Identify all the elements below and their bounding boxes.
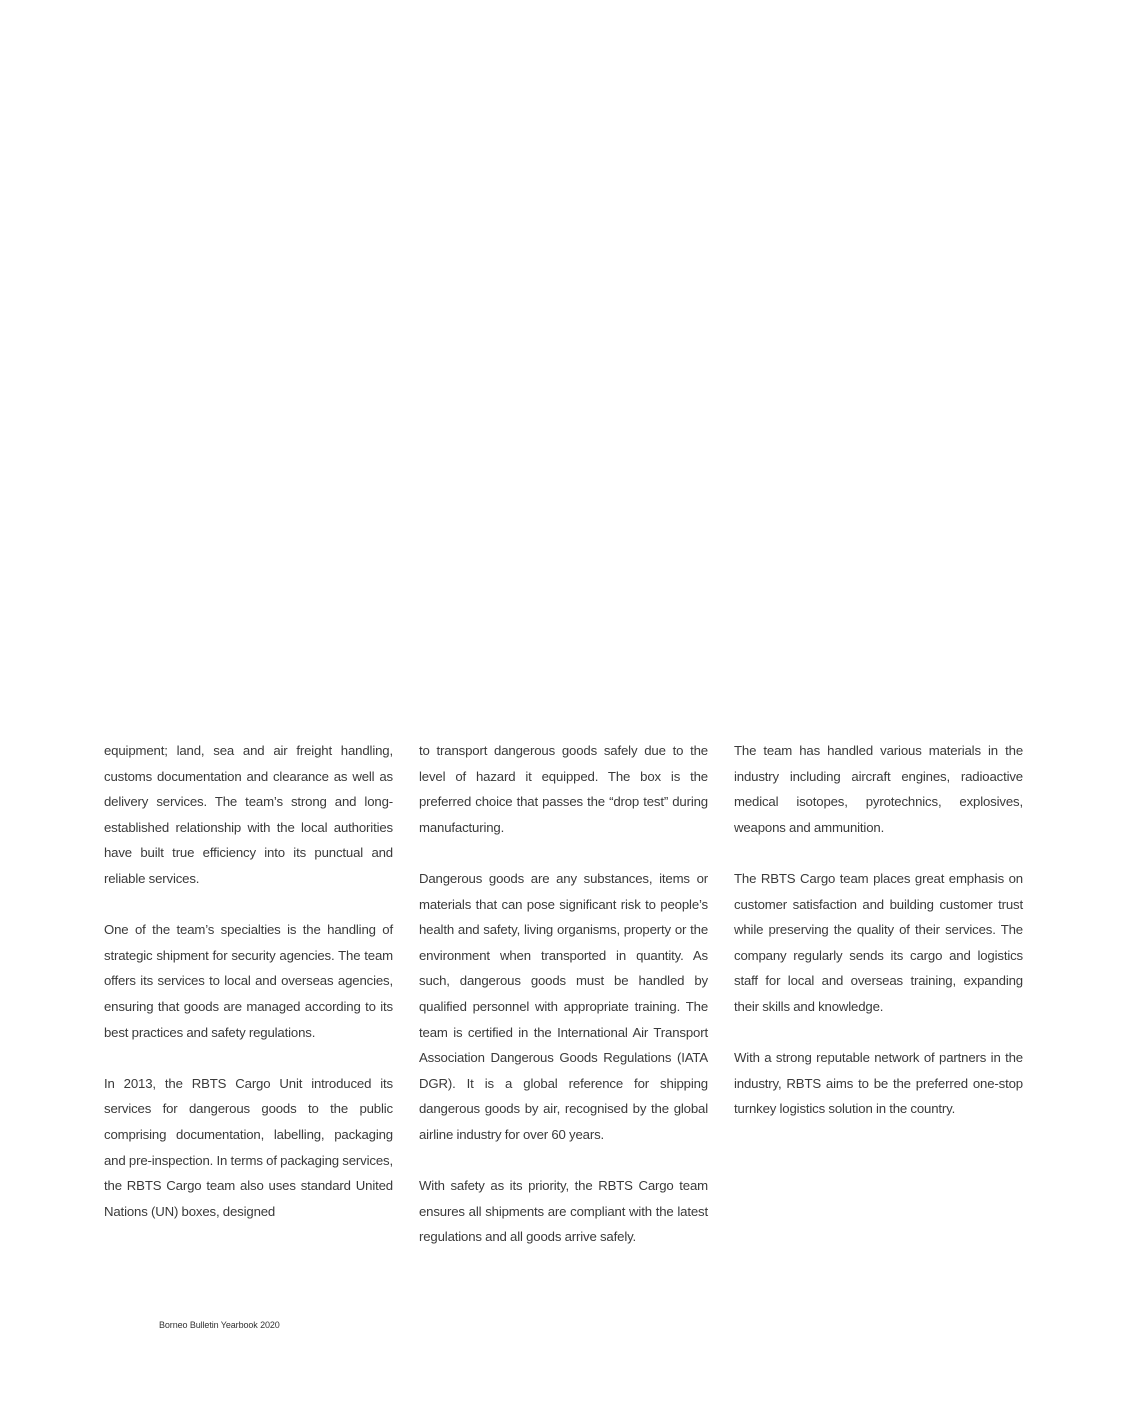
paragraph: to transport dangerous goods safely due to the level of hazard it equipped. The box is the preferred choice that passes the “drop test” during manufacturing.	[419, 743, 708, 835]
paragraph: The team has handled various materials in the industry including aircraft engines, radioactive medical isotopes, pyrotechnics, explosives, weapons and ammunition.	[734, 743, 1023, 835]
paragraph: With safety as its priority, the RBTS Cargo team ensures all shipments are compliant with the latest regulations and all goods arrive safely.	[419, 1178, 708, 1245]
article-column-1	[104, 738, 393, 1250]
article-column-2	[419, 738, 708, 1275]
paragraph: The RBTS Cargo team places great emphasis on customer satisfaction and building customer trust while preserving the quality of their services. The company regularly sends its cargo and logistics staff for local and overseas training, expanding their skills and knowledge.	[734, 870, 1023, 1014]
paragraph: Dangerous goods are any substances, items or materials that can pose significant risk to people’s health and safety, living organisms, property or the environment when transported in quantity. As such, dangerous goods must be handled by qualified personnel with appropriate training. The team is certified in the International Air Transport Association Dangerous Goods Regulations (IATA DGR). It is a global reference for shipping dangerous goods by air, recognised by the global airline industry for over 60 years.	[419, 870, 708, 1142]
paragraph: equipment; land, sea and air freight handling, customs documentation and clearance as well as delivery services. The team’s strong and long-established relationship with the local authorities have built true efficiency into its punctual and reliable services.	[104, 743, 393, 886]
paragraph: With a strong reputable network of partners in the industry, RBTS aims to be the preferred one-stop turnkey logistics solution in the country.	[734, 1050, 1023, 1117]
paragraph: In 2013, the RBTS Cargo Unit introduced its services for dangerous goods to the public comprising documentation, labelling, packaging and pre-inspection. In terms of packaging services, the RBTS Cargo team also uses standard United Nations (UN) boxes, designed	[104, 1075, 393, 1219]
paragraph: One of the team’s specialties is the handling of strategic shipment for security agencies. The team offers its services to local and overseas agencies, ensuring that goods are managed according to its best practices and safety regulations.	[104, 922, 393, 1040]
article-body	[104, 738, 1024, 1258]
article-column-3	[734, 738, 1023, 1148]
page-footer-publication: Borneo Bulletin Yearbook 2020	[159, 1320, 280, 1330]
